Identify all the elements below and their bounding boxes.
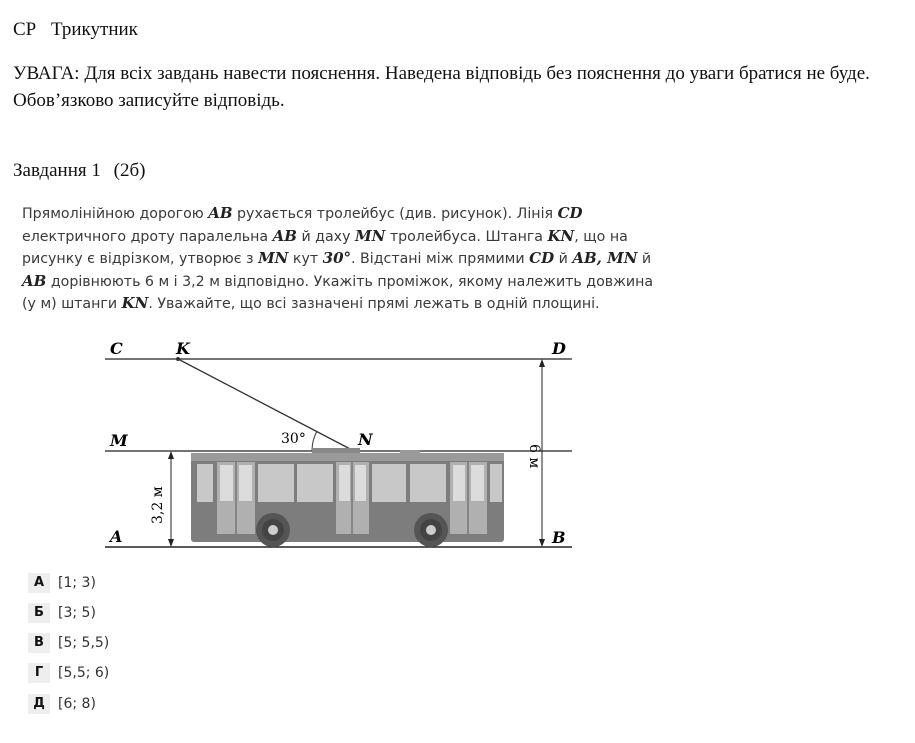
header-title: Трикутник bbox=[51, 19, 138, 40]
arrow-down-icon bbox=[539, 539, 545, 547]
option-letter: В bbox=[28, 633, 50, 653]
label-k: K bbox=[176, 339, 190, 358]
option-text: [5; 5,5) bbox=[58, 635, 110, 651]
problem-text: електричного дроту паралельна bbox=[22, 228, 273, 245]
math-mn: MN bbox=[354, 226, 386, 245]
math-cd: CD bbox=[529, 249, 555, 268]
label-d: D bbox=[552, 339, 566, 358]
problem-text: , що на рисунку є відрізком, утворює з bbox=[22, 228, 628, 268]
option-text: [1; 3) bbox=[58, 575, 96, 591]
trolleybus-icon bbox=[191, 448, 504, 547]
option-text: [6; 8) bbox=[58, 696, 96, 712]
option-letter: Д bbox=[28, 694, 50, 714]
problem-text: й bbox=[554, 251, 573, 268]
problem-text: рухається тролейбус (див. рисунок). Лінія bbox=[232, 206, 558, 222]
math-kn: KN bbox=[121, 294, 149, 313]
arrow-up-icon bbox=[168, 451, 174, 459]
problem-text: дорівнюють 6 м і 3,2 м відповідно. Укажіть проміжок, якому належить довжина (у м) штанги bbox=[22, 273, 654, 313]
option-letter: Б bbox=[28, 603, 50, 623]
label-a: A bbox=[110, 527, 123, 546]
option-v[interactable] bbox=[28, 633, 109, 653]
arrow-up-icon bbox=[539, 359, 545, 367]
problem-text: й даху bbox=[296, 228, 355, 245]
math-ab: AB bbox=[272, 226, 297, 245]
page-header bbox=[13, 19, 148, 41]
height-right-label: 6 м bbox=[526, 444, 542, 469]
problem-text: Прямолінійною дорогою bbox=[22, 206, 209, 222]
problem-text: тролейбуса. Штанга bbox=[385, 228, 548, 245]
arrow-down-icon bbox=[168, 539, 174, 547]
option-a[interactable] bbox=[28, 573, 96, 593]
label-c: C bbox=[110, 339, 123, 358]
header-code: СР bbox=[13, 19, 37, 40]
task-points: (2б) bbox=[113, 160, 146, 181]
math-mn: MN bbox=[258, 249, 289, 268]
option-letter: Г bbox=[28, 663, 50, 683]
math-ab-mn: AB, MN bbox=[572, 249, 638, 268]
label-b: B bbox=[552, 528, 566, 547]
option-text: [5,5; 6) bbox=[58, 665, 110, 681]
label-n: N bbox=[358, 430, 373, 449]
angle-label: 30° bbox=[281, 431, 306, 447]
math-ab: AB bbox=[208, 204, 233, 222]
problem-text: . Відстані між прямими bbox=[351, 251, 530, 268]
task-heading bbox=[13, 160, 153, 182]
height-left-label: 3,2 м bbox=[150, 486, 166, 524]
option-d[interactable] bbox=[28, 694, 96, 714]
math-cd: CD bbox=[557, 204, 583, 222]
math-kn: KN bbox=[547, 226, 575, 245]
math-angle: 30° bbox=[322, 249, 352, 268]
problem-text: кут bbox=[288, 251, 323, 268]
option-letter: А bbox=[28, 573, 50, 593]
pole-kn bbox=[178, 359, 354, 451]
task-label: Завдання 1 bbox=[13, 160, 101, 181]
trolleybus-figure bbox=[100, 332, 580, 554]
warning-text: УВАГА: Для всіх завдань навести пояснення. Наведена відповідь без пояснення до уваги братися не буде. Обов’язково записуйте відповідь. bbox=[13, 63, 870, 111]
option-text: [3; 5) bbox=[58, 605, 96, 621]
option-b[interactable] bbox=[28, 603, 96, 623]
label-m: M bbox=[110, 431, 128, 450]
problem-text: . Уважайте, що всі зазначені прямі лежать в одній площині. bbox=[148, 296, 600, 313]
option-g[interactable] bbox=[28, 663, 109, 683]
problem-statement bbox=[22, 203, 662, 316]
math-ab: AB bbox=[22, 271, 47, 290]
problem-text: й bbox=[637, 251, 652, 268]
